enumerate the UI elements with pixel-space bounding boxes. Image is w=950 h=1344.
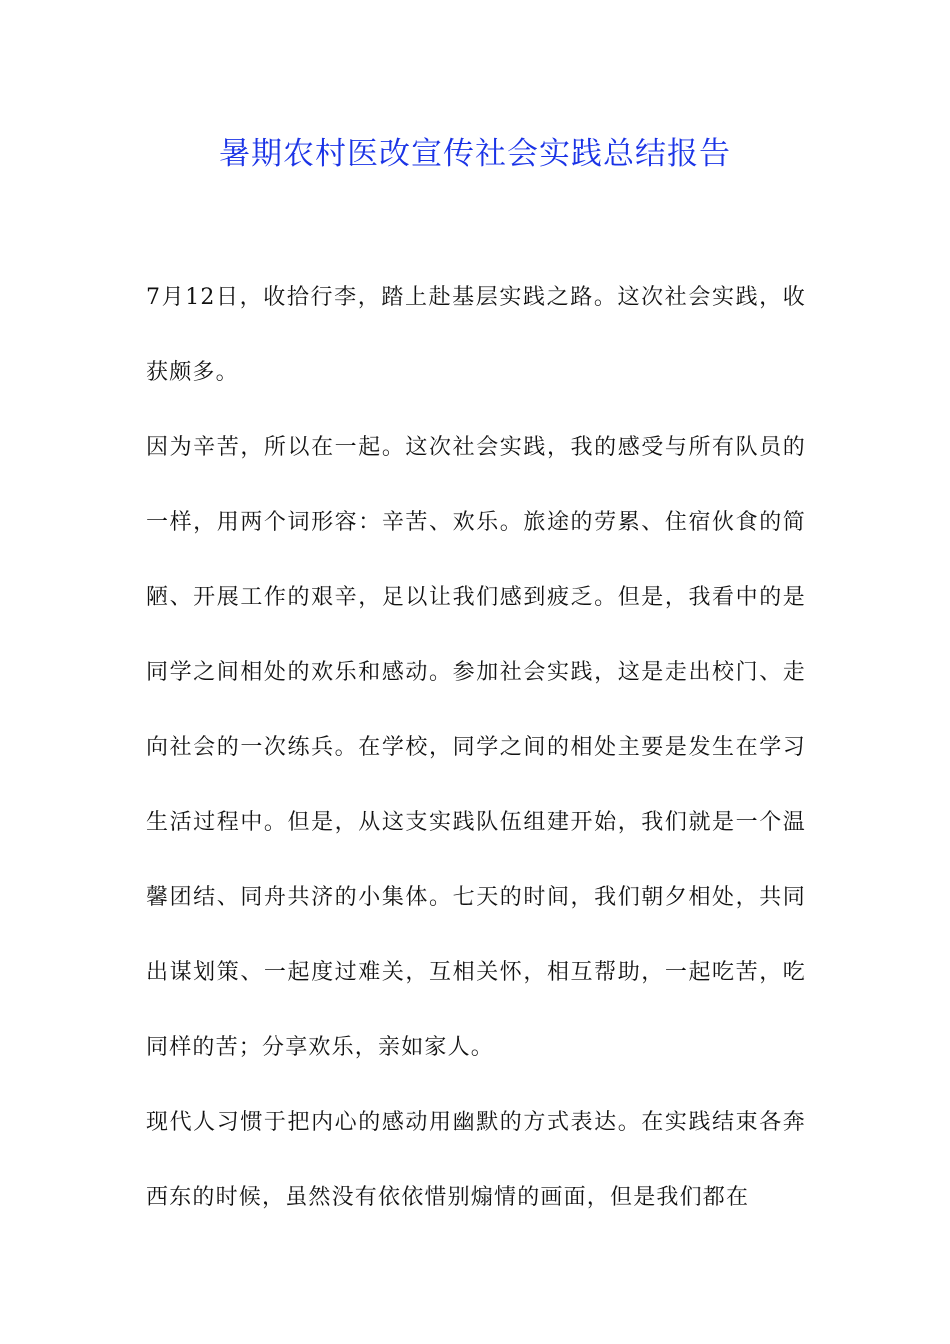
paragraph-3: 现代人习惯于把内心的感动用幽默的方式表达。在实践结束各奔西东的时候，虽然没有依依惜别煽情的画面，但是我们都在 [146, 1110, 806, 1210]
document-title: 暑期农村医改宣传社会实践总结报告 [219, 136, 731, 172]
paragraph-2: 因为辛苦，所以在一起。这次社会实践，我的感受与所有队员的一样，用两个词形容：辛苦、欢乐。旅途的劳累、住宿伙食的简陋、开展工作的艰辛，足以让我们感到疲乏。但是，我看中的是同学之间相处的欢乐和感动。参加社会实践，这是走出校门、走向社会的一次练兵。在学校，同学之间的相处主要是发生在学习生活过程中。但是，从这支实践队伍组建开始，我们就是一个温馨团结、同舟共济的小集体。七天的时间，我们朝夕相处，共同出谋划策、一起度过难关，互相关怀，相互帮助，一起吃苦，吃同样的苦；分享欢乐，亲如家人。 [146, 435, 806, 1060]
document-body [146, 260, 806, 1235]
paragraph-1: 7月12日，收拾行李，踏上赴基层实践之路。这次社会实践，收获颇多。 [146, 285, 806, 385]
